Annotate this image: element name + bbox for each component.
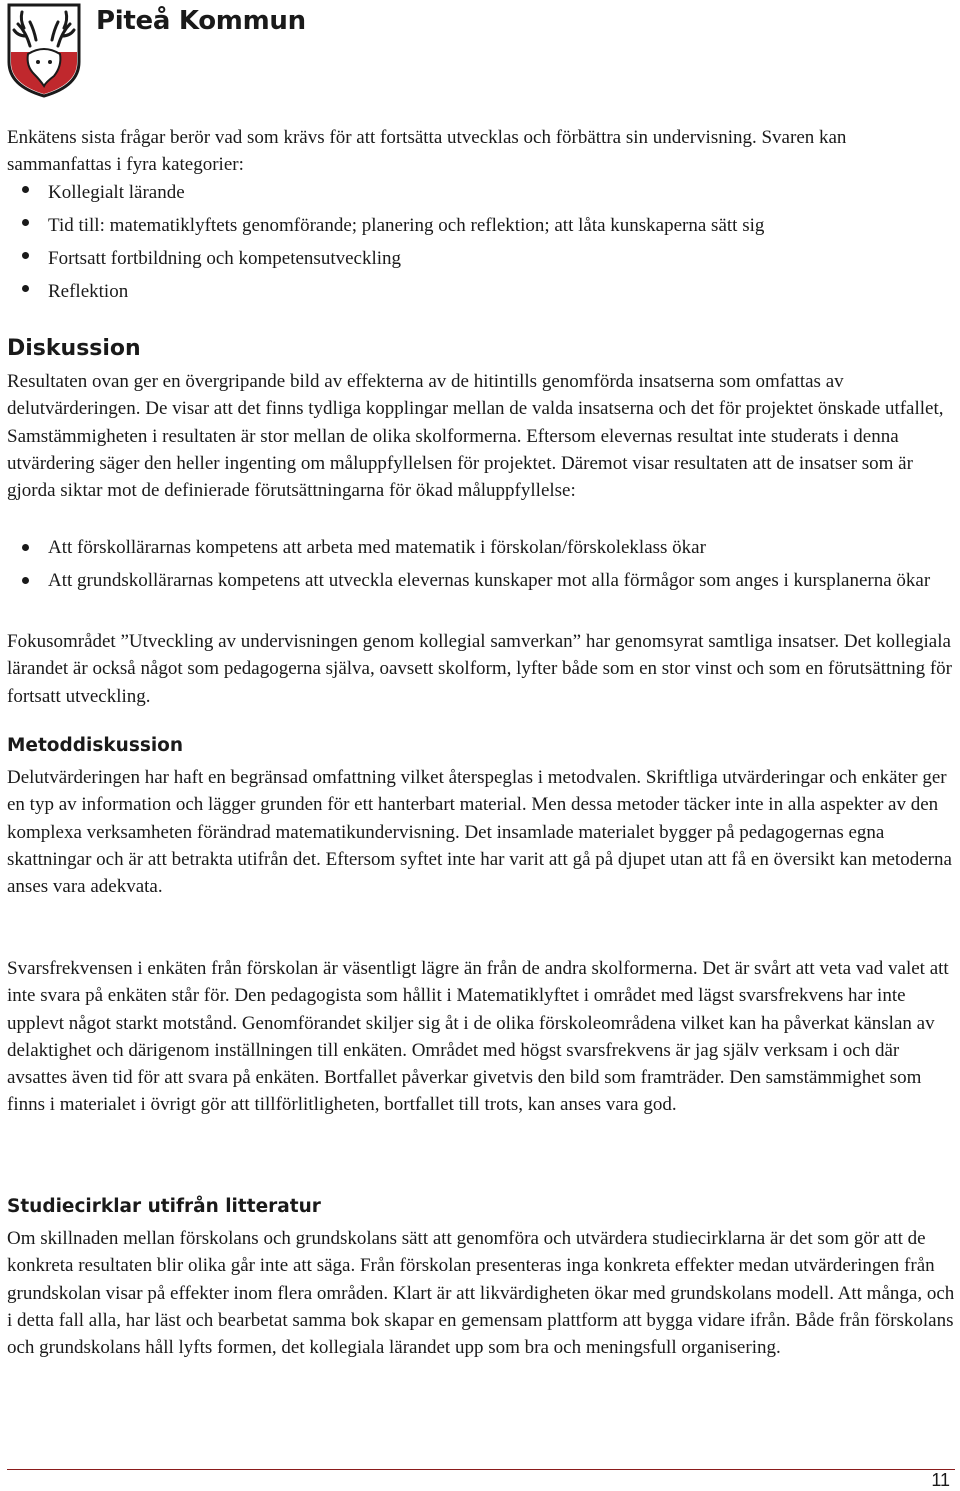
studiecirklar-paragraph: Om skillnaden mellan förskolans och grundskolans sätt att genomföra och utvärdera studiecirklarna är det som gör att de konkreta resultaten blir olika går inte att säga. Från förskolan presenteras inga konkreta effekter medan utvärderingen från grundskolan visar på effekter inom flera områden. Klart är att likvärdigheten ökar med grundskolans modell. Att många, och i detta fall alla, har läst och bearbetat samma bok skapar en gemensam plattform att bygga vidare ifrån. Både från förskolans och grundskolans håll lyfts formen, det kollegiala lärandet upp som bra och meningsfull organisering. [7, 1228, 955, 1359]
page-header [6, 2, 406, 102]
section-heading-diskussion: Diskussion [7, 336, 141, 361]
metoddiskussion-paragraph: Delutvärderingen har haft en begränsad omfattning vilket återspeglas i metodvalen. Skriftliga utvärderingar och enkäter ger en typ av information och lägger grunden för ett hanterbart material. Men dessa metoder täcker inte in alla aspekter av den komplexa verksamheten förändrad matematikundervisning. Det insamlade materialet bygger på pedagogernas egna skattningar och är att betrakta utifrån det. Eftersom syftet inte har varit att gå på djupet utan att få en översikt kan metoderna anses vara adekvata. [7, 767, 952, 898]
diskussion-bullet-list [7, 532, 955, 598]
list-item: Tid till: matematiklyftets genomförande; planering och reflektion; att låta kunskaperna sätt sig [7, 209, 955, 242]
reindeer-coat-of-arms-icon [6, 2, 82, 98]
footer-divider [7, 1469, 955, 1470]
brand-name: Piteå Kommun [96, 6, 306, 36]
list-item: Reflektion [7, 275, 955, 308]
list-item: Kollegialt lärande [7, 176, 955, 209]
intro-paragraph: Enkätens sista frågar berör vad som krävs för att fortsätta utvecklas och förbättra sin undervisning. Svaren kan sammanfattas i fyra kategorier: [7, 127, 847, 176]
diskussion-paragraph: Fokusområdet ”Utveckling av undervisningen genom kollegial samverkan” har genomsyrat samtliga insatser. Det kollegiala lärandet är också något som pedagogerna själva, oavsett skolform, lyfter både som en stor vinst och som en förutsättning för fortsatt utveckling. [7, 631, 952, 707]
diskussion-paragraph: Resultaten ovan ger en övergripande bild av effekterna av de hitintills genomförda insatserna som omfattas av delutvärderingen. De visar att det finns tydliga kopplingar mellan de valda insatserna och det för projektet önskade utfallet, Samstämmigheten i resultaten är stor mellan de olika skolformerna. Eftersom elevernas resultat inte studerats i denna utvärdering säger den heller ingenting om måluppfyllelsen för projektet. Däremot visar resultaten att de insatser som är gjorda siktar mot de definierade förutsättningarna för ökad måluppfyllelse: [7, 371, 944, 502]
list-item: Fortsatt fortbildning och kompetensutveckling [7, 242, 955, 275]
list-item: Att förskollärarnas kompetens att arbeta med matematik i förskolan/förskoleklass ökar [7, 532, 955, 563]
list-item: Att grundskollärarnas kompetens att utveckla elevernas kunskaper mot alla förmågor som anges i kursplanerna ökar [7, 565, 955, 596]
section-heading-studiecirklar: Studiecirklar utifrån litteratur [7, 1196, 321, 1217]
intro-bullet-list [7, 176, 955, 308]
page-number: 11 [931, 1470, 950, 1490]
metoddiskussion-paragraph: Svarsfrekvensen i enkäten från förskolan är väsentligt lägre än från de andra skolformerna. Det är svårt att veta vad valet att inte svara på enkäten står för. Den pedagogista som hållit i Matematiklyftet i området med lägst svarsfrekvens har inte upplevt något starkt motstånd. Genomförandet skiljer sig åt i de olika förskoleområdena vilket kan ha påverkat känslan av delaktighet och därigenom inställningen till enkäten. Området med högst svarsfrekvens är jag själv verksam i och där avsattes även tid för att svara på enkäten. Bortfallet påverkar givetvis den bild som framträder. Den samstämmighet som finns i materialet i övrigt gör att tillförlitligheten, bortfallet till trots, kan anses vara god. [7, 958, 949, 1116]
section-heading-metoddiskussion: Metoddiskussion [7, 735, 184, 756]
